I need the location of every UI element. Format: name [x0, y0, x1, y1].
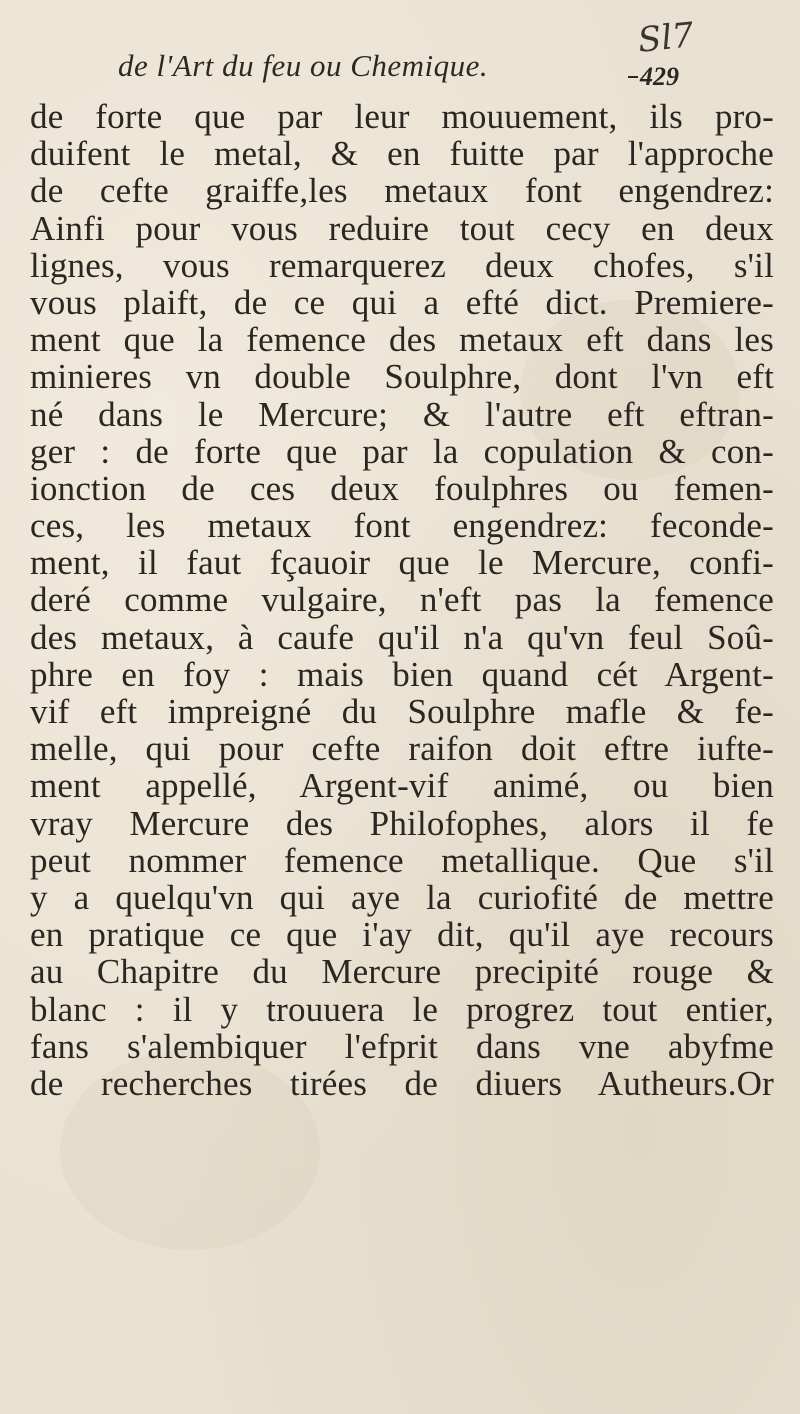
- printed-page-number: 429: [640, 62, 679, 91]
- text-line: deré comme vulgaire, n'eft pas la femence: [30, 580, 774, 620]
- text-line: né dans le Mercure; & l'autre eft eftran-: [30, 394, 774, 434]
- text-line: ces, les metaux font engendrez: feconde-: [30, 506, 774, 546]
- text-line: lignes, vous remarquerez deux chofes, s'il: [30, 245, 774, 285]
- text-line: de recherches tirées de diuers Autheurs.Or: [30, 1063, 774, 1103]
- text-line: y a quelqu'vn qui aye la curiofité de mettre: [30, 877, 774, 917]
- text-line: ment, il faut fçauoir que le Mercure, confi-: [30, 543, 774, 583]
- text-line: au Chapitre du Mercure precipité rouge &: [30, 952, 774, 992]
- running-header: de l'Art du feu ou Chemique.: [118, 48, 489, 83]
- text-line: de cefte graiffe,les metaux font engendrez:: [30, 171, 774, 211]
- text-line: duifent le metal, & en fuitte par l'approche: [30, 134, 774, 174]
- text-line: fans s'alembiquer l'efprit dans vne abyfme: [30, 1026, 774, 1066]
- text-line: vous plaift, de ce qui a efté dict. Premiere-: [30, 282, 774, 322]
- text-line: Ainfi pour vous reduire tout cecy en deux: [30, 208, 774, 248]
- text-line: ger : de forte que par la copulation & con-: [30, 431, 774, 471]
- text-line: des metaux, à caufe qu'il n'a qu'vn feul Soû-: [30, 617, 774, 657]
- text-line: vray Mercure des Philofophes, alors il fe: [30, 803, 774, 843]
- text-line: minieres vn double Soulphre, dont l'vn eft: [30, 357, 774, 397]
- text-line: melle, qui pour cefte raifon doit eftre iufte-: [30, 729, 774, 769]
- text-line: blanc : il y trouuera le progrez tout entier,: [30, 989, 774, 1029]
- handwritten-folio-number: Sl7: [636, 15, 696, 61]
- text-line: ment appellé, Argent-vif animé, ou bien: [30, 766, 774, 806]
- text-line: en pratique ce que i'ay dit, qu'il aye recours: [30, 915, 774, 955]
- text-line: vif eft impreigné du Soulphre mafle & fe-: [30, 692, 774, 731]
- text-line: ionction de ces deux foulphres ou femen-: [30, 468, 774, 508]
- text-line: peut nommer femence metallique. Que s'il: [30, 840, 774, 880]
- text-line: de forte que par leur mouuement, ils pro-: [30, 97, 774, 136]
- text-line: ment que la femence des metaux eft dans les: [30, 320, 774, 360]
- text-line: phre en foy : mais bien quand cét Argent-: [30, 654, 774, 694]
- body-text: [30, 98, 774, 1102]
